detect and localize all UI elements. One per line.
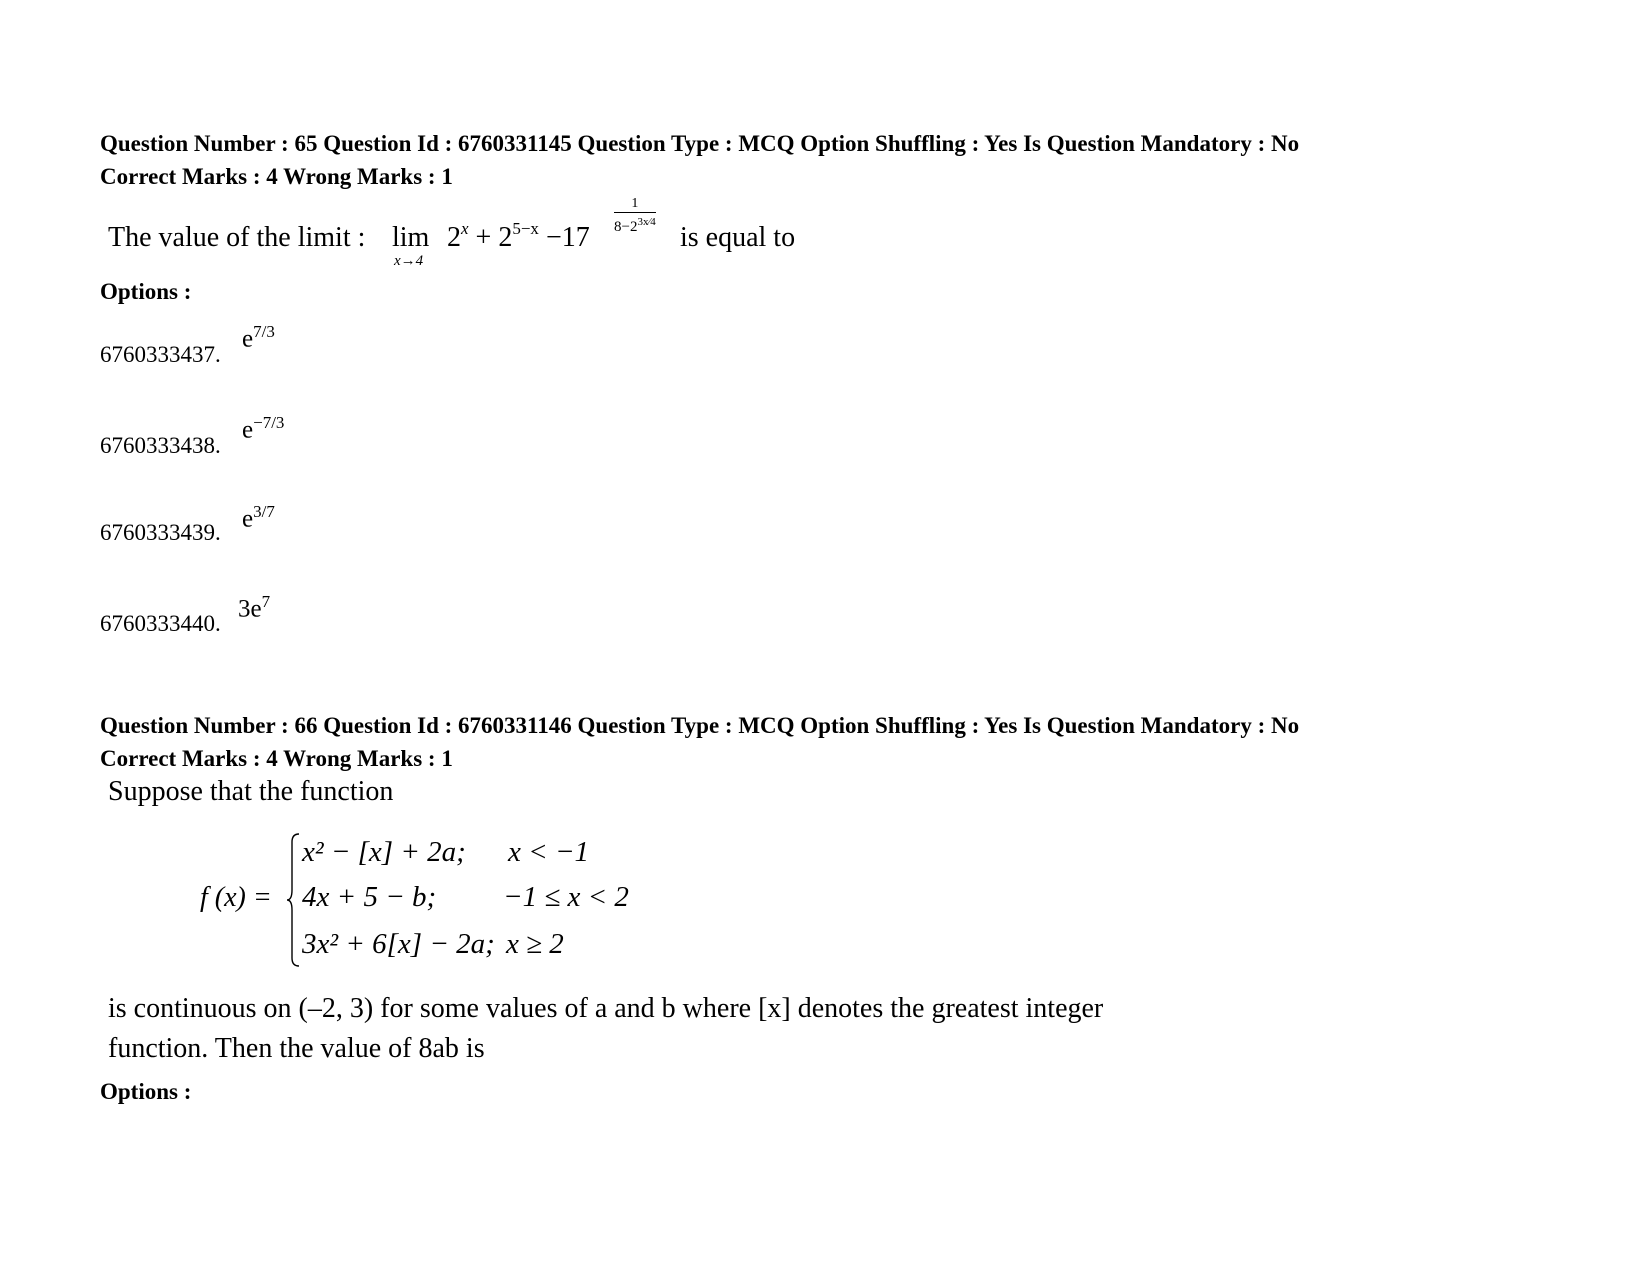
q65-option-1-value: $e^{7/3}$ [242,322,275,353]
q65-option-2-value: $e^{-7/3}$ [242,413,285,444]
q66-case-3-cond: x ≥ 2 [506,928,564,960]
q66-body-line2: function. Then the value of 8ab is [108,1033,485,1064]
q65-exp-denominator: 8−2 [614,219,638,235]
q66-function-name: f (x) = [200,882,272,913]
q65-option-1-id: 6760333437. [100,342,221,367]
q65-option-3-value: $e^{3/7}$ [242,502,275,533]
q66-case-2-cond: −1 ≤ x < 2 [503,881,629,913]
q66-meta-line2: Correct Marks : 4 Wrong Marks : 1 [100,746,453,771]
q66-meta-line1: Question Number : 66 Question Id : 6760331146 Question Type : MCQ Option Shuffling : Yes Is Question Mandatory : No [100,713,1300,738]
q66-case-1-expr: x² − [x] + 2a; [302,836,466,868]
q65-option-2-id: 6760333438. [100,433,221,458]
q65-stem-suffix: is equal to [680,222,796,253]
q65-term-c: −17 [545,222,590,253]
q65-lim: lim [392,222,430,253]
q65-exponent-fraction [608,196,656,236]
q65-stem-prefix: The value of the limit : [108,222,366,253]
q66-body-line1: is continuous on (–2, 3) for some values of a and b where [x] denotes the greatest integer [108,993,1104,1024]
q65-exp-numerator: 1 [614,196,656,213]
q65-option-3-id: 6760333439. [100,520,221,545]
q65-meta-line2: Correct Marks : 4 Wrong Marks : 1 [100,164,453,189]
q65-option-4-id: 6760333440. [100,611,221,636]
q65-term-a-exp: x [461,219,469,238]
q65-term-a: 2 [447,222,461,253]
q66-case-3-expr: 3x² + 6[x] − 2a; [302,928,495,960]
q65-option-4-value: $3e^7$ [238,592,271,623]
q65-term-b-exp: 5−x [512,219,539,238]
q66-case-2-expr: 4x + 5 − b; [302,881,437,913]
q66-intro: Suppose that the function [108,776,394,807]
q66-options-label: Options : [100,1079,192,1104]
q65-exp-den-sup: 3x⁄4 [637,216,656,228]
q66-case-1-cond: x < −1 [508,836,590,868]
q65-options-label: Options : [100,279,192,304]
q65-term-b: + 2 [475,222,513,253]
q65-meta-line1: Question Number : 65 Question Id : 6760331145 Question Type : MCQ Option Shuffling : Yes Is Question Mandatory : No [100,131,1300,156]
q65-expression [447,219,590,254]
q66-left-brace [286,832,300,968]
q65-lim-subscript: x→4 [394,253,424,269]
